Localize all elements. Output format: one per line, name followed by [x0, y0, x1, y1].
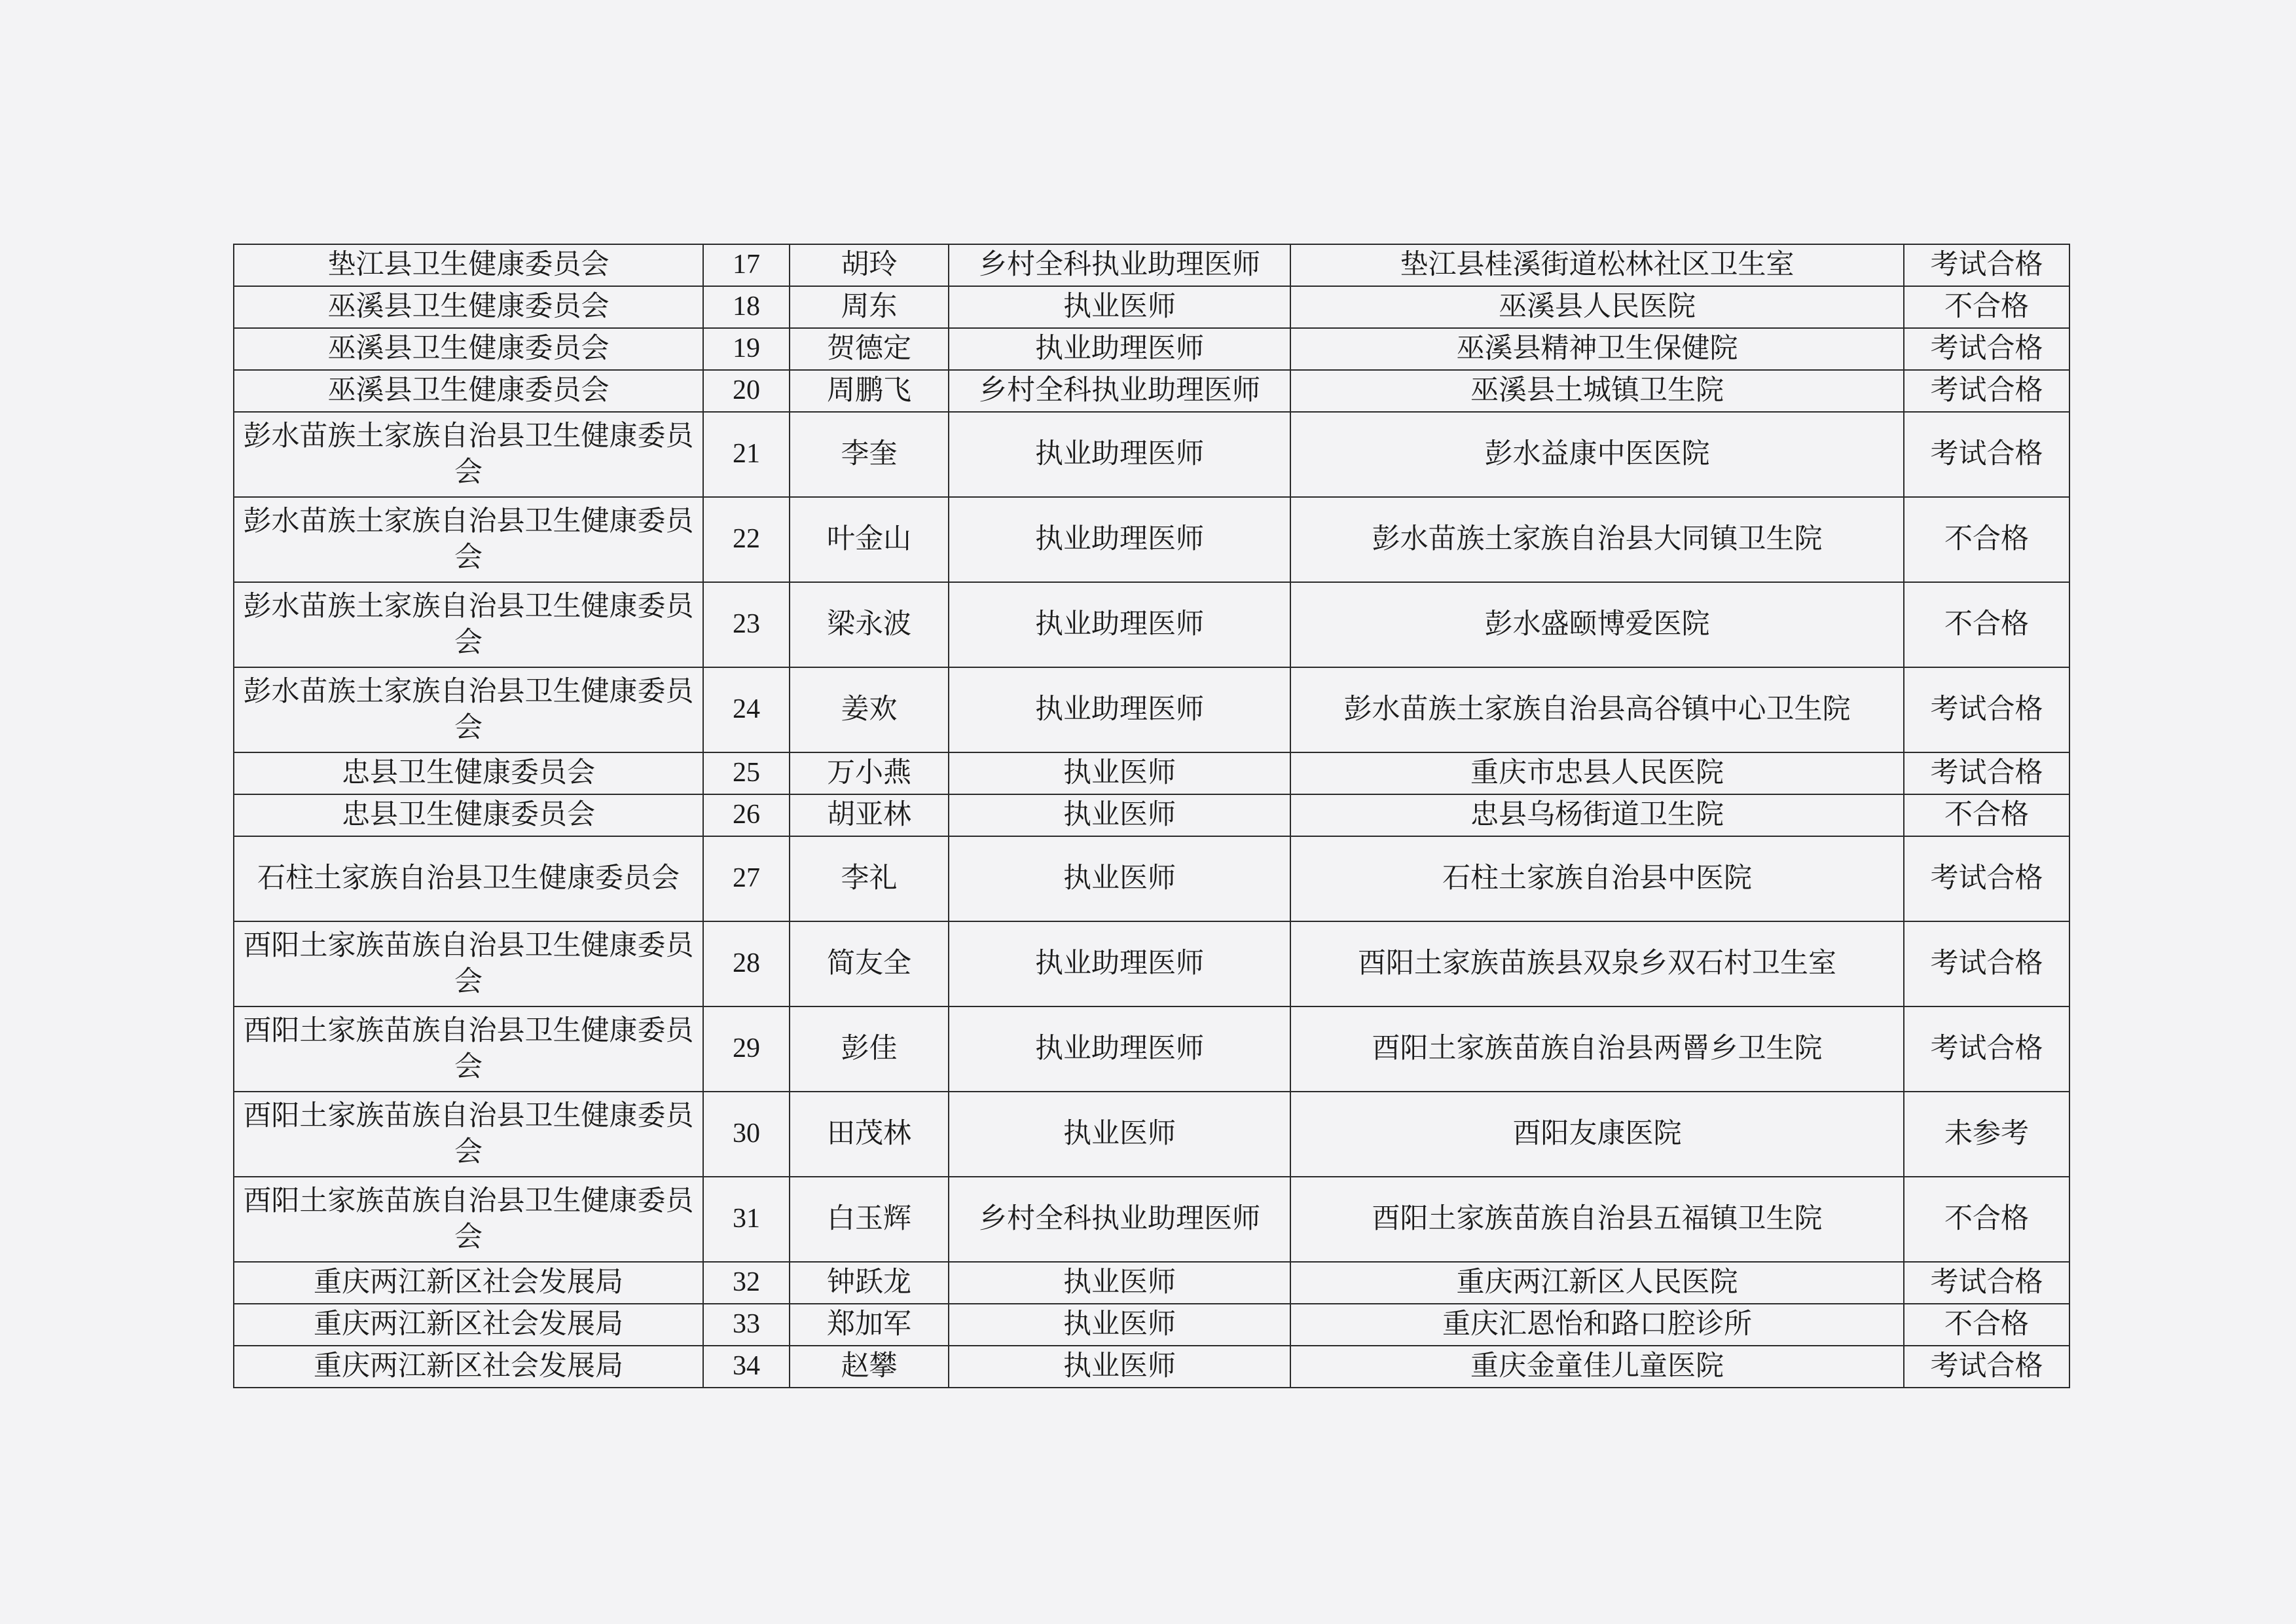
name-cell: 贺德定	[790, 328, 949, 370]
table-row	[234, 921, 2069, 1006]
name-cell: 李礼	[790, 836, 949, 921]
result-cell: 不合格	[1904, 794, 2069, 836]
department-cell: 酉阳土家族苗族自治县卫生健康委员会	[234, 1006, 703, 1092]
result-cell: 考试合格	[1904, 1006, 2069, 1092]
result-cell: 不合格	[1904, 1177, 2069, 1262]
name-cell: 赵攀	[790, 1346, 949, 1388]
results-table	[233, 244, 2070, 1388]
category-cell: 执业医师	[949, 286, 1290, 328]
name-cell: 叶金山	[790, 497, 949, 582]
category-cell: 执业医师	[949, 1262, 1290, 1304]
department-cell: 重庆两江新区社会发展局	[234, 1346, 703, 1388]
category-cell: 执业助理医师	[949, 497, 1290, 582]
number-cell: 24	[703, 667, 790, 752]
number-cell: 26	[703, 794, 790, 836]
result-cell: 考试合格	[1904, 752, 2069, 794]
table-row	[234, 1006, 2069, 1092]
name-cell: 胡亚林	[790, 794, 949, 836]
name-cell: 郑加军	[790, 1304, 949, 1346]
department-cell: 重庆两江新区社会发展局	[234, 1262, 703, 1304]
result-cell: 考试合格	[1904, 328, 2069, 370]
number-cell: 20	[703, 370, 790, 412]
result-cell: 未参考	[1904, 1092, 2069, 1177]
result-cell: 考试合格	[1904, 370, 2069, 412]
table-row	[234, 1092, 2069, 1177]
institution-cell: 重庆汇恩怡和路口腔诊所	[1290, 1304, 1904, 1346]
department-cell: 酉阳土家族苗族自治县卫生健康委员会	[234, 1092, 703, 1177]
number-cell: 31	[703, 1177, 790, 1262]
name-cell: 周东	[790, 286, 949, 328]
institution-cell: 酉阳友康医院	[1290, 1092, 1904, 1177]
category-cell: 乡村全科执业助理医师	[949, 244, 1290, 286]
department-cell: 忠县卫生健康委员会	[234, 794, 703, 836]
department-cell: 巫溪县卫生健康委员会	[234, 286, 703, 328]
result-cell: 考试合格	[1904, 921, 2069, 1006]
department-cell: 垫江县卫生健康委员会	[234, 244, 703, 286]
institution-cell: 彭水苗族土家族自治县大同镇卫生院	[1290, 497, 1904, 582]
institution-cell: 巫溪县人民医院	[1290, 286, 1904, 328]
name-cell: 胡玲	[790, 244, 949, 286]
table-body	[234, 244, 2069, 1388]
institution-cell: 酉阳土家族苗族自治县两罾乡卫生院	[1290, 1006, 1904, 1092]
department-cell: 忠县卫生健康委员会	[234, 752, 703, 794]
institution-cell: 巫溪县土城镇卫生院	[1290, 370, 1904, 412]
institution-cell: 忠县乌杨街道卫生院	[1290, 794, 1904, 836]
result-cell: 考试合格	[1904, 1346, 2069, 1388]
institution-cell: 巫溪县精神卫生保健院	[1290, 328, 1904, 370]
institution-cell: 酉阳土家族苗族自治县五福镇卫生院	[1290, 1177, 1904, 1262]
result-cell: 不合格	[1904, 286, 2069, 328]
name-cell: 田茂林	[790, 1092, 949, 1177]
category-cell: 乡村全科执业助理医师	[949, 1177, 1290, 1262]
name-cell: 白玉辉	[790, 1177, 949, 1262]
name-cell: 钟跃龙	[790, 1262, 949, 1304]
table-row	[234, 1304, 2069, 1346]
table-row	[234, 752, 2069, 794]
table-row	[234, 497, 2069, 582]
category-cell: 执业助理医师	[949, 412, 1290, 497]
table-row	[234, 370, 2069, 412]
result-cell: 考试合格	[1904, 836, 2069, 921]
result-cell: 不合格	[1904, 582, 2069, 667]
table-row	[234, 1346, 2069, 1388]
category-cell: 执业助理医师	[949, 582, 1290, 667]
number-cell: 21	[703, 412, 790, 497]
number-cell: 32	[703, 1262, 790, 1304]
department-cell: 巫溪县卫生健康委员会	[234, 370, 703, 412]
institution-cell: 重庆两江新区人民医院	[1290, 1262, 1904, 1304]
name-cell: 周鹏飞	[790, 370, 949, 412]
department-cell: 彭水苗族土家族自治县卫生健康委员会	[234, 412, 703, 497]
institution-cell: 垫江县桂溪街道松林社区卫生室	[1290, 244, 1904, 286]
institution-cell: 重庆市忠县人民医院	[1290, 752, 1904, 794]
table-row	[234, 667, 2069, 752]
number-cell: 33	[703, 1304, 790, 1346]
category-cell: 执业助理医师	[949, 328, 1290, 370]
institution-cell: 彭水盛颐博爱医院	[1290, 582, 1904, 667]
department-cell: 巫溪县卫生健康委员会	[234, 328, 703, 370]
department-cell: 重庆两江新区社会发展局	[234, 1304, 703, 1346]
department-cell: 彭水苗族土家族自治县卫生健康委员会	[234, 497, 703, 582]
result-cell: 考试合格	[1904, 1262, 2069, 1304]
number-cell: 17	[703, 244, 790, 286]
number-cell: 19	[703, 328, 790, 370]
institution-cell: 酉阳土家族苗族县双泉乡双石村卫生室	[1290, 921, 1904, 1006]
result-cell: 考试合格	[1904, 244, 2069, 286]
name-cell: 简友全	[790, 921, 949, 1006]
number-cell: 22	[703, 497, 790, 582]
number-cell: 23	[703, 582, 790, 667]
institution-cell: 重庆金童佳儿童医院	[1290, 1346, 1904, 1388]
table-row	[234, 794, 2069, 836]
result-cell: 不合格	[1904, 1304, 2069, 1346]
category-cell: 执业医师	[949, 1092, 1290, 1177]
category-cell: 执业医师	[949, 1346, 1290, 1388]
category-cell: 执业医师	[949, 836, 1290, 921]
institution-cell: 彭水苗族土家族自治县高谷镇中心卫生院	[1290, 667, 1904, 752]
name-cell: 梁永波	[790, 582, 949, 667]
table-row	[234, 328, 2069, 370]
number-cell: 25	[703, 752, 790, 794]
category-cell: 执业助理医师	[949, 667, 1290, 752]
number-cell: 27	[703, 836, 790, 921]
department-cell: 彭水苗族土家族自治县卫生健康委员会	[234, 667, 703, 752]
category-cell: 执业医师	[949, 752, 1290, 794]
department-cell: 石柱土家族自治县卫生健康委员会	[234, 836, 703, 921]
table-row	[234, 412, 2069, 497]
category-cell: 乡村全科执业助理医师	[949, 370, 1290, 412]
number-cell: 30	[703, 1092, 790, 1177]
number-cell: 29	[703, 1006, 790, 1092]
result-cell: 考试合格	[1904, 667, 2069, 752]
category-cell: 执业助理医师	[949, 1006, 1290, 1092]
table-row	[234, 582, 2069, 667]
category-cell: 执业助理医师	[949, 921, 1290, 1006]
name-cell: 李奎	[790, 412, 949, 497]
table-row	[234, 836, 2069, 921]
table-row	[234, 286, 2069, 328]
department-cell: 酉阳土家族苗族自治县卫生健康委员会	[234, 921, 703, 1006]
name-cell: 万小燕	[790, 752, 949, 794]
result-cell: 考试合格	[1904, 412, 2069, 497]
category-cell: 执业医师	[949, 794, 1290, 836]
department-cell: 酉阳土家族苗族自治县卫生健康委员会	[234, 1177, 703, 1262]
number-cell: 34	[703, 1346, 790, 1388]
name-cell: 姜欢	[790, 667, 949, 752]
result-cell: 不合格	[1904, 497, 2069, 582]
number-cell: 18	[703, 286, 790, 328]
institution-cell: 彭水益康中医医院	[1290, 412, 1904, 497]
table-row	[234, 1262, 2069, 1304]
category-cell: 执业医师	[949, 1304, 1290, 1346]
institution-cell: 石柱土家族自治县中医院	[1290, 836, 1904, 921]
table-row	[234, 244, 2069, 286]
number-cell: 28	[703, 921, 790, 1006]
table-row	[234, 1177, 2069, 1262]
department-cell: 彭水苗族土家族自治县卫生健康委员会	[234, 582, 703, 667]
name-cell: 彭佳	[790, 1006, 949, 1092]
